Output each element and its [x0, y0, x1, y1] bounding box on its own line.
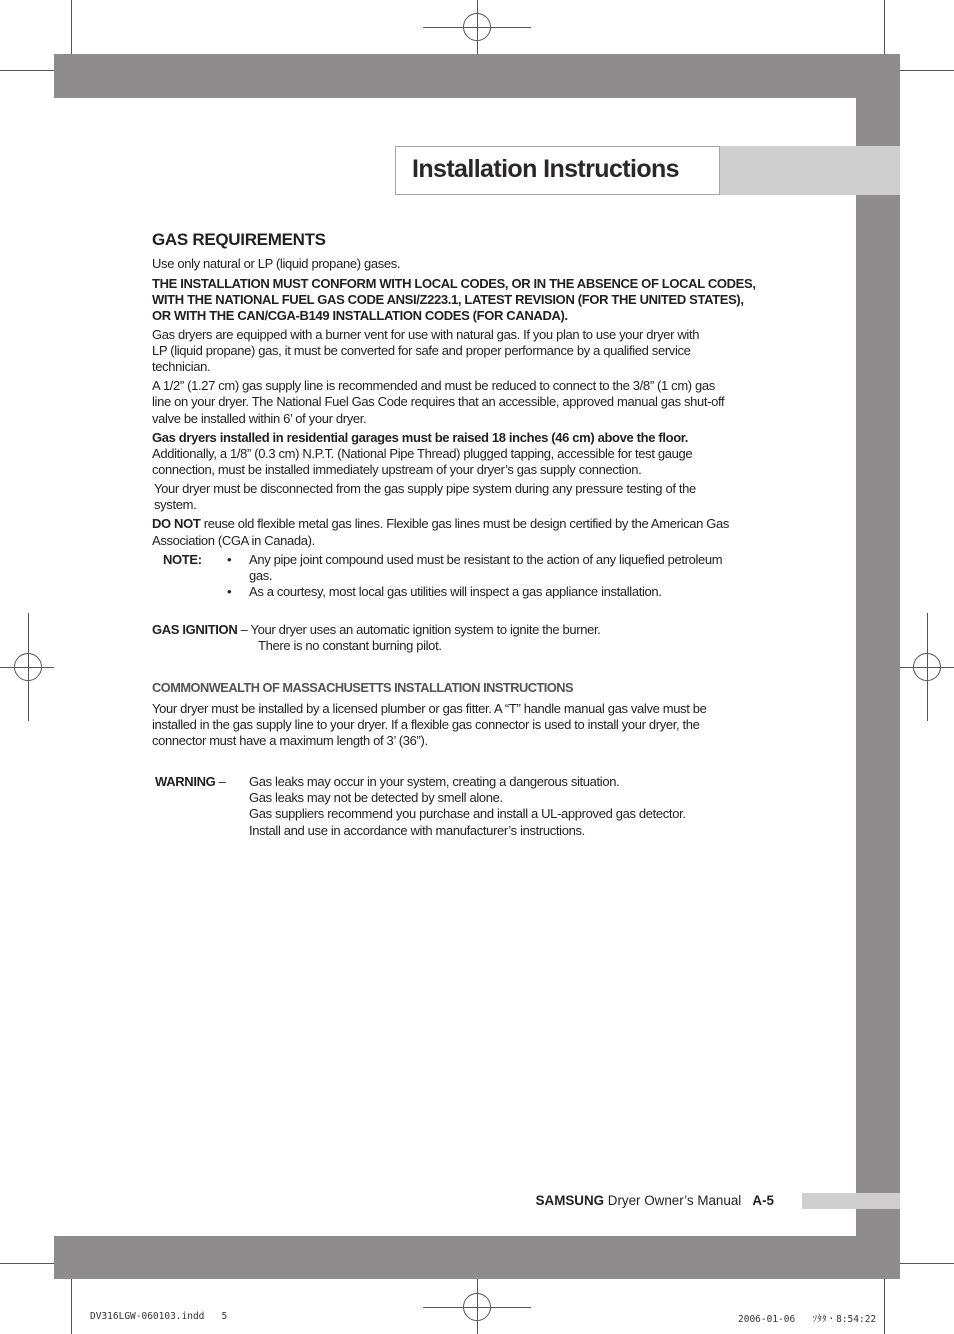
code-requirement-line: OR WITH THE CAN/CGA-B149 INSTALLATION CODES (FOR CANADA). [152, 308, 568, 323]
paragraph-line: valve be installed within 6’ of your dryer. [152, 411, 367, 426]
brand-name: SAMSUNG [535, 1193, 605, 1208]
registration-mark [477, 1279, 478, 1334]
warning-line: Gas leaks may not be detected by smell alone. [249, 790, 503, 805]
crop-mark [900, 70, 954, 71]
paragraph-line: installed in the gas supply line to your dryer. If a flexible gas connector is used to install your dryer, the [152, 717, 700, 732]
bullet-icon: • [227, 552, 232, 567]
page-number: A-5 [752, 1193, 774, 1208]
page-title: Installation Instructions [412, 155, 679, 183]
manual-name: Dryer Owner’s Manual [604, 1193, 742, 1208]
paragraph: Use only natural or LP (liquid propane) gases. [152, 256, 401, 271]
registration-mark [0, 667, 54, 668]
paragraph-line: connector must have a maximum length of 3’ (36”). [152, 733, 428, 748]
registration-mark [28, 613, 29, 721]
paragraph-line: Gas dryers are equipped with a burner vent for use with natural gas. If you plan to use your dryer with [152, 327, 700, 342]
crop-mark [900, 1263, 954, 1264]
subsection-title: COMMONWEALTH OF MASSACHUSETTS INSTALLATION INSTRUCTIONS [152, 680, 574, 695]
note-label: NOTE: [163, 552, 202, 567]
paragraph-line: line on your dryer. The National Fuel Gas Code requires that an accessible, approved manual gas shut-off [152, 394, 725, 409]
footer-band [54, 1236, 900, 1279]
paragraph-line: Association (CGA in Canada). [152, 533, 315, 548]
crop-mark [71, 1279, 72, 1334]
paragraph-line: technician. [152, 359, 211, 374]
crop-mark [71, 0, 72, 54]
header-band [54, 54, 900, 98]
crop-mark [0, 1263, 54, 1264]
slug-filename: DV316LGW-060103.indd 5 [90, 1311, 228, 1322]
crop-mark [0, 70, 54, 71]
warning-line: Gas suppliers recommend you purchase and install a UL-approved gas detector. [249, 806, 686, 821]
title-box [395, 146, 720, 195]
slug-timestamp: 2006-01-06 ｿﾀﾀ・8:54:22 [738, 1314, 877, 1325]
warning-label: WARNING [155, 774, 216, 789]
paragraph-line: Additionally, a 1/8” (0.3 cm) N.P.T. (National Pipe Thread) plugged tapping, accessible for test gauge [152, 446, 693, 461]
warning-line: Gas leaks may occur in your system, creating a dangerous situation. [249, 774, 620, 789]
crop-mark [884, 0, 885, 54]
section-title: GAS REQUIREMENTS [152, 230, 326, 249]
warning-label-line: WARNING – [155, 774, 226, 789]
gas-ignition-line: GAS IGNITION – Your dryer uses an automatic ignition system to ignite the burner. [152, 622, 601, 637]
paragraph-line: A 1/2” (1.27 cm) gas supply line is recommended and must be reduced to connect to the 3/8” (1 cm) gas [152, 378, 715, 393]
paragraph-line: LP (liquid propane) gas, it must be converted for safe and proper performance by a qualified service [152, 343, 691, 358]
footer-accent [802, 1193, 900, 1209]
side-band [856, 98, 900, 1236]
code-requirement-line: WITH THE NATIONAL FUEL GAS CODE ANSI/Z223.1, LATEST REVISION (FOR THE UNITED STATES), [152, 292, 744, 307]
paragraph-line: system. [154, 497, 197, 512]
paragraph-line: Your dryer must be disconnected from the gas supply pipe system during any pressure testing of the [154, 481, 696, 496]
paragraph-line: connection, must be installed immediately upstream of your dryer’s gas supply connection. [152, 462, 642, 477]
gas-ignition-line: There is no constant burning pilot. [258, 638, 442, 653]
note-item: As a courtesy, most local gas utilities will inspect a gas appliance installation. [249, 584, 662, 599]
bullet-icon: • [227, 584, 232, 599]
paragraph-line: DO NOT reuse old flexible metal gas lines. Flexible gas lines must be design certified by the American Gas [152, 516, 730, 531]
garage-requirement: Gas dryers installed in residential garages must be raised 18 inches (46 cm) above the floor. [152, 430, 689, 445]
warning-line: Install and use in accordance with manufacturer’s instructions. [249, 823, 585, 838]
registration-mark [927, 613, 928, 721]
gas-ignition-label: GAS IGNITION [152, 622, 238, 637]
note-item: gas. [249, 568, 273, 583]
paragraph-line: Your dryer must be installed by a licensed plumber or gas fitter. A “T” handle manual gas valve must be [152, 701, 707, 716]
registration-mark [477, 0, 478, 54]
page-footer [440, 1193, 774, 1208]
code-requirement-line: THE INSTALLATION MUST CONFORM WITH LOCAL CODES, OR IN THE ABSENCE OF LOCAL CODES, [152, 276, 756, 291]
title-accent [720, 146, 900, 195]
note-item: Any pipe joint compound used must be resistant to the action of any liquefied petroleum [249, 552, 723, 567]
crop-mark [884, 1279, 885, 1334]
do-not-label: DO NOT [152, 516, 201, 531]
